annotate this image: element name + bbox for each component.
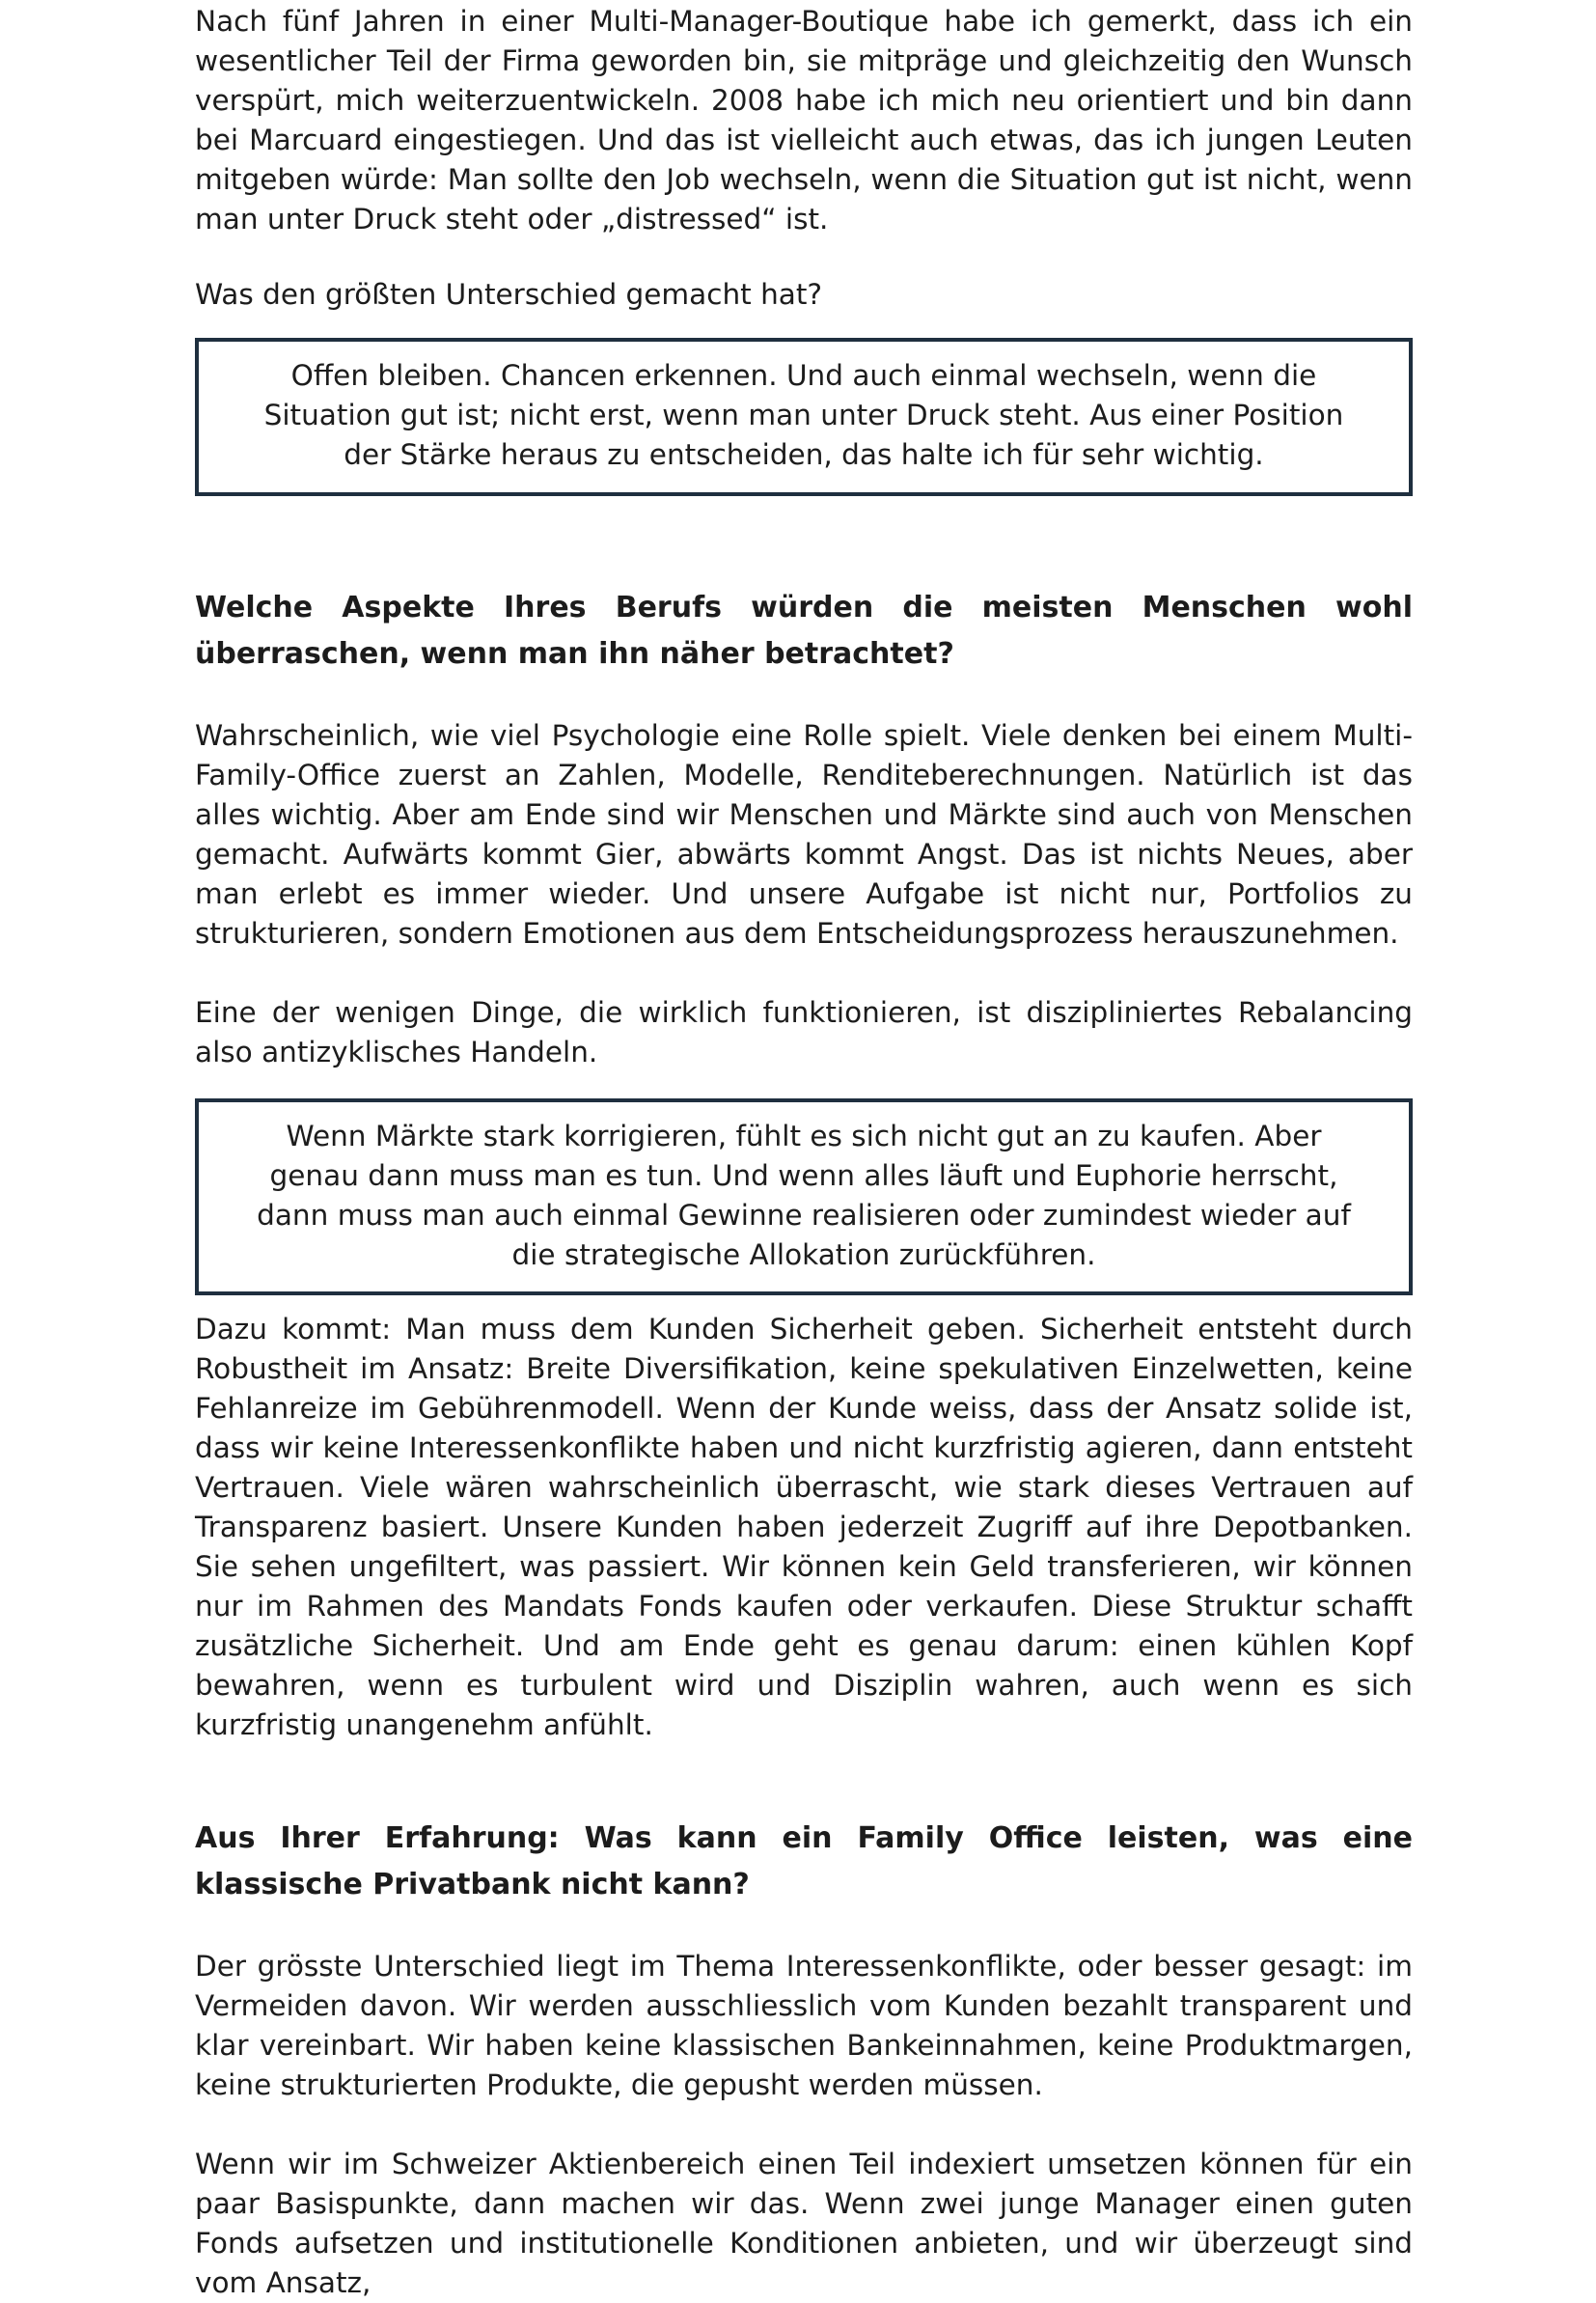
paragraph-career-change: Nach fünf Jahren in einer Multi-Manager-Boutique habe ich gemerkt, dass ich ein wesentlicher Teil der Firma geworden bin, sie mitpräge und gleichzeitig den Wunsch verspürt, mich weiterzuentwickeln. 2008 habe ich mich neu orientiert und bin dann bei Marcuard eingestiegen. Und das ist vielleicht auch etwas, das ich jungen Leuten mitgeben würde: Man sollte den Job wechseln, wenn die Situation gut ist nicht, wenn man unter Druck steht oder „distressed“ ist. (195, 5, 1413, 236)
paragraph-rebalancing: Eine der wenigen Dinge, die wirklich funktionieren, ist diszipliniertes Rebalancing also antizyklisches Handeln. (195, 996, 1413, 1068)
paragraph-indexing: Wenn wir im Schweizer Aktienbereich einen Teil indexiert umsetzen können für ein paar Basispunkte, dann machen wir das. Wenn zwei junge Manager einen guten Fonds aufsetzen und institutionelle Konditionen anbieten, und wir überzeugt sind vom Ansatz, (195, 2148, 1413, 2299)
paragraph-psychology: Wahrscheinlich, wie viel Psychologie eine Rolle spielt. Viele denken bei einem Multi-Family-Office zuerst an Zahlen, Modelle, Renditeberechnungen. Natürlich ist das alles wichtig. Aber am Ende sind wir Menschen und Märkte sind auch von Menschen gemacht. Aufwärts kommt Gier, abwärts kommt Angst. Das ist nichts Neues, aber man erlebt es immer wieder. Und unsere Aufgabe ist nicht nur, Portfolios zu strukturieren, sondern Emotionen aus dem Entscheidungsprozess herauszunehmen. (195, 719, 1413, 950)
paragraph-conflicts-of-interest: Der grösste Unterschied liegt im Thema Interessenkonflikte, oder besser gesagt: im Vermeiden davon. Wir werden ausschliesslich vom Kunden bezahlt transparent und klar vereinbart. Wir haben keine klassischen Bankeinnahmen, keine Produktmargen, keine strukturierten Produkte, die gepusht werden müssen. (195, 1950, 1413, 2101)
quote-box-market-corrections (195, 1098, 1413, 1295)
question-family-office-vs-bank: Aus Ihrer Erfahrung: Was kann ein Family Office leisten, was eine klassische Privatbank nicht kann? (195, 1821, 1413, 1901)
paragraph-client-security: Dazu kommt: Man muss dem Kunden Sicherheit geben. Sicherheit entsteht durch Robustheit im Ansatz: Breite Diversifikation, keine spekulativen Einzelwetten, keine Fehlanreize im Gebührenmodell. Wenn der Kunde weiss, dass der Ansatz solide ist, dass wir keine Interessenkonflikte haben und nicht kurzfristig agieren, dann entsteht Vertrauen. Viele wären wahrscheinlich überrascht, wie stark dieses Vertrauen auf Transparenz basiert. Unsere Kunden haben jederzeit Zugriff auf ihre Depotbanken. Sie sehen ungefiltert, was passiert. Wir können kein Geld transferieren, wir können nur im Rahmen des Mandats Fonds kaufen oder verkaufen. Diese Struktur schafft zusätzliche Sicherheit. Und am Ende geht es genau darum: einen kühlen Kopf bewahren, wenn es turbulent wird und Disziplin wahren, auch wenn es sich kurzfristig unangenehm anfühlt. (195, 1313, 1413, 1741)
quote-text-market-corrections: Wenn Märkte stark korrigieren, fühlt es sich nicht gut an zu kaufen. Aber genau dann muss man es tun. Und wenn alles läuft und Euphorie herrscht, dann muss man auch einmal Gewinne realisieren oder zumindest wieder auf die strategische Allokation zurückführen. (257, 1120, 1351, 1271)
quote-box-stay-open (195, 338, 1413, 496)
question-surprising-aspects: Welche Aspekte Ihres Berufs würden die meisten Menschen wohl überraschen, wenn man ihn näher betrachtet? (195, 591, 1413, 671)
quote-text-stay-open: Offen bleiben. Chancen erkennen. Und auch einmal wechseln, wenn die Situation gut ist; nicht erst, wenn man unter Druck steht. Aus einer Position der Stärke heraus zu entscheiden, das halte ich für sehr wichtig. (263, 359, 1344, 471)
paragraph-biggest-difference: Was den größten Unterschied gemacht hat? (195, 278, 823, 311)
